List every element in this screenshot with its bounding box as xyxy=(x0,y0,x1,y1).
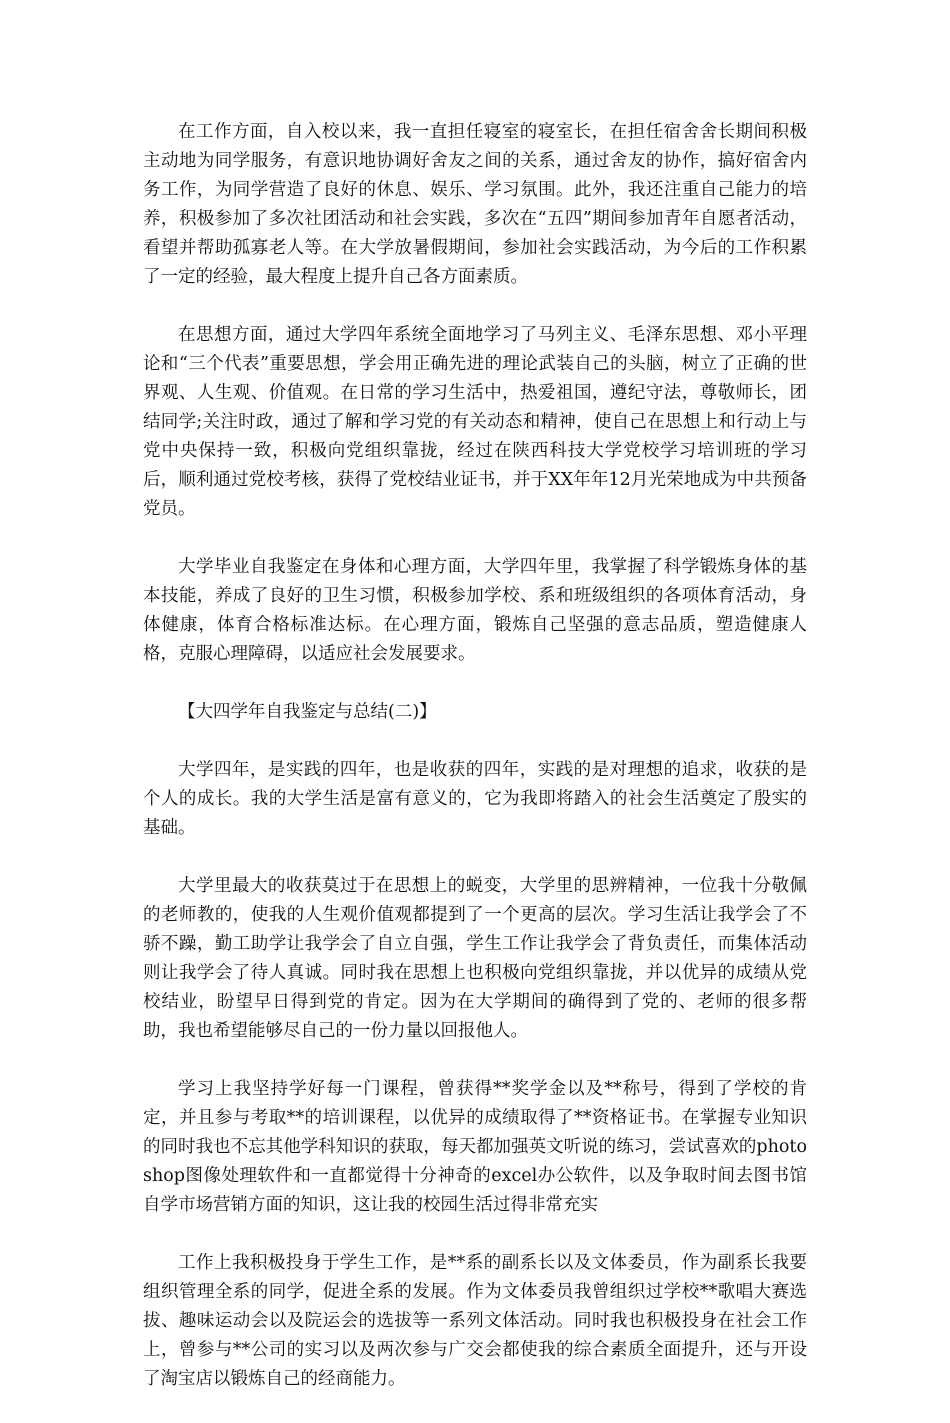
document-page xyxy=(143,118,807,1423)
paragraph-health: 大学毕业自我鉴定在身体和心理方面，大学四年里，我掌握了科学锻炼身体的基本技能，养成了良好的卫生习惯，积极参加学校、系和班级组织的各项体育活动，身体健康，体育合格标准达标。在心理方面，锻炼自己坚强的意志品质，塑造健康人格，克服心理障碍，以适应社会发展要求。 xyxy=(143,557,807,664)
section-heading: 【大四学年自我鉴定与总结(二)】 xyxy=(178,702,437,722)
paragraph-job: 工作上我积极投身于学生工作，是**系的副系长以及文体委员，作为副系长我要组织管理全系的同学，促进全系的发展。作为文体委员我曾组织过学校**歌唱大赛选拔、趣味运动会以及院运会的选拔等一系列文体活动。同时我也积极投身在社会工作上，曾参与**公司的实习以及两次参与广交会都使我的综合素质全面提升，还与开设了淘宝店以锻炼自己的经商能力。 xyxy=(143,1253,807,1389)
paragraph-intro: 大学四年，是实践的四年，也是收获的四年，实践的是对理想的追求，收获的是个人的成长。我的大学生活是富有意义的，它为我即将踏入的社会生活奠定了殷实的基础。 xyxy=(143,760,807,838)
paragraph-growth: 大学里最大的收获莫过于在思想上的蜕变，大学里的思辨精神，一位我十分敬佩的老师教的，使我的人生观价值观都提到了一个更高的层次。学习生活让我学会了不骄不躁，勤工助学让我学会了自立自强，学生工作让我学会了背负责任，而集体活动则让我学会了待人真诚。同时我在思想上也积极向党组织靠拢，并以优异的成绩从党校结业，盼望早日得到党的肯定。因为在大学期间的确得到了党的、老师的很多帮助，我也希望能够尽自己的一份力量以回报他人。 xyxy=(143,876,807,1041)
paragraph-study: 学习上我坚持学好每一门课程，曾获得**奖学金以及**称号，得到了学校的肯定，并且参与考取**的培训课程，以优异的成绩取得了**资格证书。在掌握专业知识的同时我也不忘其他学科知识的获取，每天都加强英文听说的练习，尝试喜欢的photoshop图像处理软件和一直都觉得十分神奇的excel办公软件，以及争取时间去图书馆自学市场营销方面的知识，这让我的校园生活过得非常充实 xyxy=(143,1079,807,1215)
paragraph-thought: 在思想方面，通过大学四年系统全面地学习了马列主义、毛泽东思想、邓小平理论和“三个代表”重要思想，学会用正确先进的理论武装自己的头脑，树立了正确的世界观、人生观、价值观。在日常的学习生活中，热爱祖国，遵纪守法，尊敬师长，团结同学;关注时政，通过了解和学习党的有关动态和精神，使自己在思想上和行动上与党中央保持一致，积极向党组织靠拢，经过在陕西科技大学党校学习培训班的学习后，顺利通过党校考核，获得了党校结业证书，并于XX年年12月光荣地成为中共预备党员。 xyxy=(143,325,807,519)
paragraph-work: 在工作方面，自入校以来，我一直担任寝室的寝室长，在担任宿舍舍长期间积极主动地为同学服务，有意识地协调好舍友之间的关系，通过舍友的协作，搞好宿舍内务工作，为同学营造了良好的休息、娱乐、学习氛围。此外，我还注重自己能力的培养，积极参加了多次社团活动和社会实践，多次在“五四”期间参加青年自愿者活动，看望并帮助孤寡老人等。在大学放暑假期间，参加社会实践活动，为今后的工作积累了一定的经验，最大程度上提升自己各方面素质。 xyxy=(143,122,807,287)
